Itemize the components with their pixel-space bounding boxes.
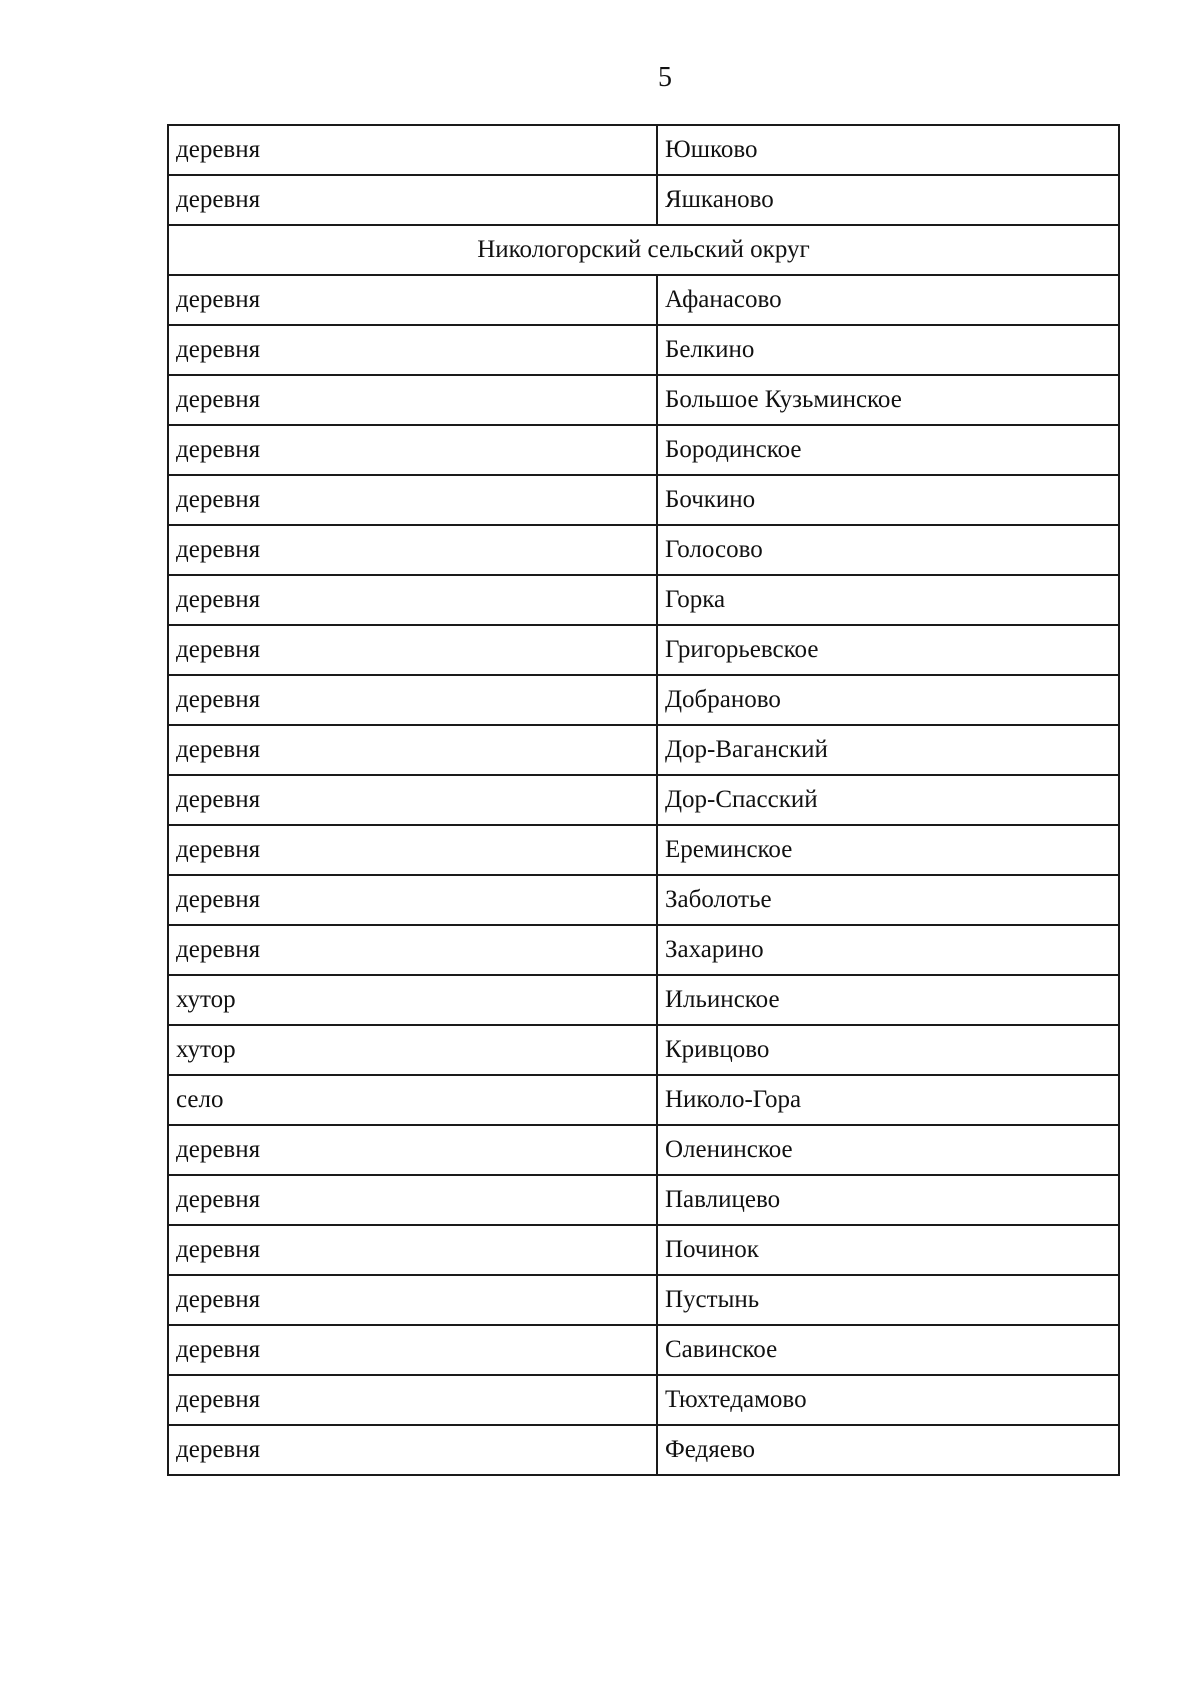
table-row [168,925,1119,975]
settlement-name-cell: Ереминское [657,825,1119,875]
settlement-name-cell: Дор-Ваганский [657,725,1119,775]
settlement-name-cell: Павлицево [657,1175,1119,1225]
settlement-type-cell: деревня [168,375,657,425]
settlement-type-cell: деревня [168,425,657,475]
table-body [168,125,1119,1475]
page-header [0,62,1200,96]
settlement-type-cell: деревня [168,875,657,925]
section-title: Никологорский сельский округ [168,225,1119,275]
settlement-type-cell: село [168,1075,657,1125]
table-row [168,1375,1119,1425]
settlement-name-cell: Тюхтедамово [657,1375,1119,1425]
settlement-name-cell: Горка [657,575,1119,625]
settlement-name-cell: Афанасово [657,275,1119,325]
settlement-name-cell: Оленинское [657,1125,1119,1175]
table-row [168,525,1119,575]
settlement-type-cell: деревня [168,475,657,525]
settlement-type-cell: деревня [168,825,657,875]
table-row [168,325,1119,375]
table-row [168,1425,1119,1475]
table-row [168,775,1119,825]
settlement-type-cell: деревня [168,1375,657,1425]
table-row [168,725,1119,775]
table-row [168,375,1119,425]
settlement-type-cell: деревня [168,275,657,325]
table-row [168,275,1119,325]
settlement-type-cell: хутор [168,975,657,1025]
settlement-name-cell: Яшканово [657,175,1119,225]
settlement-name-cell: Савинское [657,1325,1119,1375]
settlement-type-cell: деревня [168,1325,657,1375]
settlement-type-cell: деревня [168,625,657,675]
settlement-type-cell: деревня [168,675,657,725]
settlement-type-cell: хутор [168,1025,657,1075]
table-row [168,975,1119,1025]
table-row [168,875,1119,925]
settlement-type-cell: деревня [168,1125,657,1175]
table-row [168,1125,1119,1175]
settlement-name-cell: Заболотье [657,875,1119,925]
table-row [168,825,1119,875]
settlement-name-cell: Пустынь [657,1275,1119,1325]
table-row [168,1275,1119,1325]
settlement-type-cell: деревня [168,725,657,775]
settlement-name-cell: Кривцово [657,1025,1119,1075]
table-row [168,575,1119,625]
settlement-name-cell: Бородинское [657,425,1119,475]
table-row [168,425,1119,475]
settlement-name-cell: Большое Кузьминское [657,375,1119,425]
settlement-type-cell: деревня [168,925,657,975]
settlement-name-cell: Бочкино [657,475,1119,525]
table-row [168,1025,1119,1075]
table-row [168,1225,1119,1275]
table-row [168,475,1119,525]
settlement-name-cell: Федяево [657,1425,1119,1475]
table-row [168,1175,1119,1225]
settlement-name-cell: Юшково [657,125,1119,175]
settlement-name-cell: Починок [657,1225,1119,1275]
settlement-type-cell: деревня [168,525,657,575]
settlement-type-cell: деревня [168,1275,657,1325]
settlement-name-cell: Григорьевское [657,625,1119,675]
settlement-name-cell: Дор-Спасский [657,775,1119,825]
table-row [168,125,1119,175]
table-row [168,1075,1119,1125]
settlement-name-cell: Добраново [657,675,1119,725]
section-header-row [168,225,1119,275]
settlement-name-cell: Ильинское [657,975,1119,1025]
settlement-type-cell: деревня [168,575,657,625]
table-row [168,675,1119,725]
settlement-type-cell: деревня [168,775,657,825]
page-number: 5 [658,62,672,93]
settlement-name-cell: Захарино [657,925,1119,975]
settlement-name-cell: Николо-Гора [657,1075,1119,1125]
table-row [168,1325,1119,1375]
settlement-type-cell: деревня [168,175,657,225]
settlement-name-cell: Белкино [657,325,1119,375]
table-row [168,175,1119,225]
settlement-type-cell: деревня [168,1225,657,1275]
table-row [168,625,1119,675]
settlement-type-cell: деревня [168,325,657,375]
settlement-name-cell: Голосово [657,525,1119,575]
settlements-table [167,124,1120,1476]
settlement-type-cell: деревня [168,125,657,175]
settlement-type-cell: деревня [168,1425,657,1475]
settlement-type-cell: деревня [168,1175,657,1225]
